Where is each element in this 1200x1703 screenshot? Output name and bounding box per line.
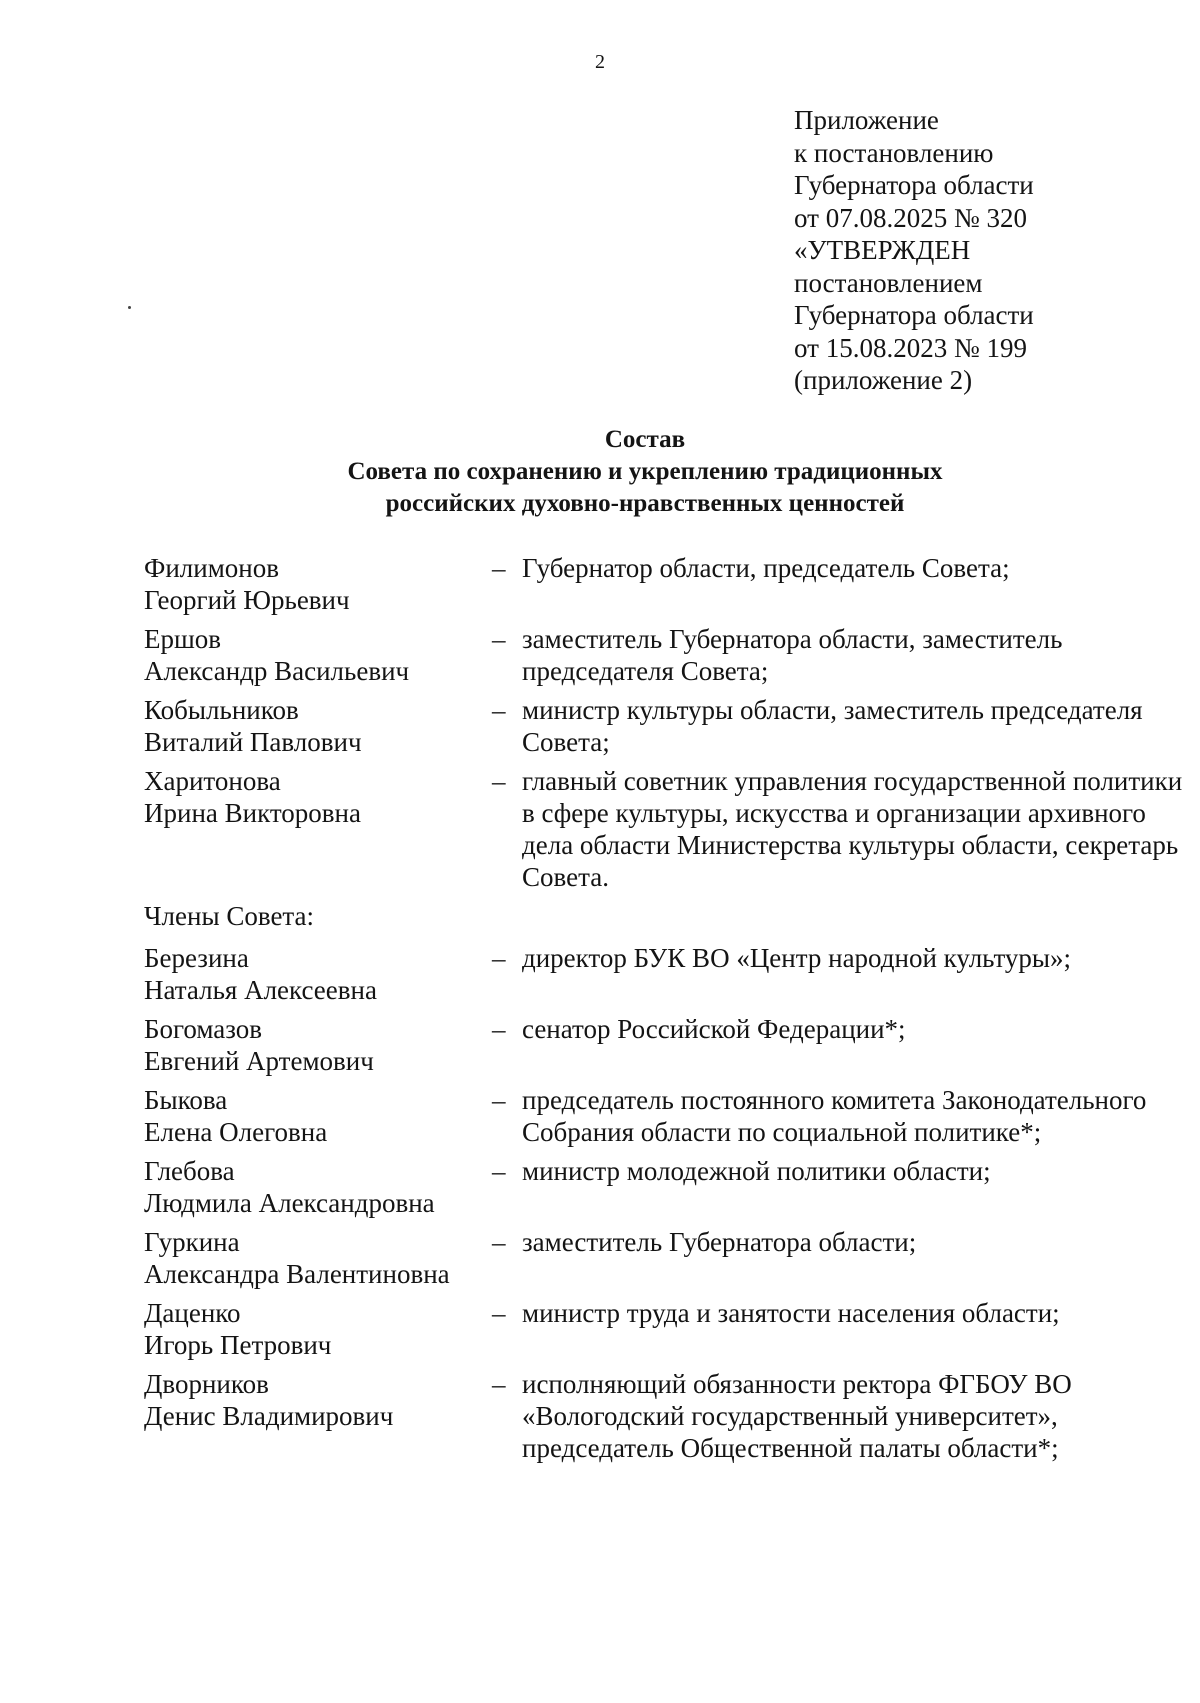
dash: – [492,1014,506,1044]
roster-row [144,1155,1184,1219]
position: министр труда и занятости населения области; [522,1298,1060,1328]
person-name [144,694,492,758]
page-number: 2 [595,51,605,73]
roster-row [144,1084,1184,1148]
appendix-line: «УТВЕРЖДЕН [794,235,971,265]
dash: – [492,1227,506,1257]
dash: – [492,943,506,973]
surname: Харитонова [144,766,281,796]
roster-row [144,765,1184,893]
dash: – [492,553,506,583]
surname: Ершов [144,624,222,654]
dash: – [492,1298,506,1328]
appendix-line: Губернатора области [794,170,1034,200]
position: министр культуры области, заместитель председателя Совета; [522,695,1143,757]
person-name [144,552,492,616]
given-name: Денис Владимирович [144,1401,394,1431]
dash: – [492,624,506,654]
scan-speck [128,306,131,309]
person-name [144,1297,492,1361]
position: исполняющий обязанности ректора ФГБОУ ВО «Вологодский государственный университет», председатель Общественной палаты области*; [522,1369,1072,1463]
person-name [144,942,492,1006]
person-name [144,1226,492,1290]
given-name: Игорь Петрович [144,1330,332,1360]
given-name: Евгений Артемович [144,1046,374,1076]
position: заместитель Губернатора области; [522,1227,917,1257]
document-title [0,424,1200,520]
surname: Богомазов [144,1014,263,1044]
roster-row [144,552,1184,616]
appendix-line: от 07.08.2025 № 320 [794,202,1027,233]
given-name: Ирина Викторовна [144,798,361,828]
roster-row [144,1368,1184,1464]
roster-row [144,623,1184,687]
person-name [144,765,492,893]
given-name: Виталий Павлович [144,727,362,757]
title-line: российских духовно-нравственных ценностей [385,490,905,517]
surname: Дворников [144,1369,269,1399]
appendix-line: к постановлению [794,137,994,168]
person-name [144,1155,492,1219]
roster-row [144,1013,1184,1077]
title-line: Совета по сохранению и укреплению традиционных [347,458,943,485]
roster-row [144,694,1184,758]
person-name [144,1368,492,1464]
appendix-line: Губернатора области [794,300,1034,330]
person-name [144,1013,492,1077]
surname: Глебова [144,1156,235,1186]
roster-row [144,1297,1184,1361]
roster-row [144,942,1184,1006]
dash: – [492,1085,506,1115]
roster-row [144,1226,1184,1290]
given-name: Георгий Юрьевич [144,585,350,615]
council-roster [144,552,1184,1471]
surname: Гуркина [144,1227,240,1257]
surname: Березина [144,943,249,973]
position: главный советник управления государственной политики в сфере культуры, искусства и организации архивного дела области Министерства культуры области, секретарь Совета. [522,766,1183,892]
dash: – [492,695,506,725]
position: директор БУК ВО «Центр народной культуры»; [522,943,1072,973]
position: сенатор Российской Федерации*; [522,1014,906,1044]
position: министр молодежной политики области; [522,1156,991,1186]
given-name: Людмила Александровна [144,1188,435,1218]
appendix-line: от 15.08.2023 № 199 [794,332,1027,363]
given-name: Александр Васильевич [144,656,410,686]
title-line: Состав [604,426,686,453]
position: Губернатор области, председатель Совета; [522,553,1010,583]
dash: – [492,1156,506,1186]
person-name [144,1084,492,1148]
person-name [144,623,492,687]
surname: Даценко [144,1298,241,1328]
appendix-line: постановлением [794,267,983,298]
members-heading: Члены Совета: [144,901,315,931]
position: заместитель Губернатора области, заместитель председателя Совета; [522,624,1063,686]
given-name: Елена Олеговна [144,1117,328,1147]
appendix-approval-block [794,104,1174,397]
appendix-line: Приложение [794,105,939,135]
dash: – [492,1369,506,1399]
surname: Быкова [144,1085,228,1115]
given-name: Александра Валентиновна [144,1259,450,1289]
surname: Филимонов [144,553,279,583]
position: председатель постоянного комитета Законодательного Собрания области по социальной политике*; [522,1085,1147,1147]
given-name: Наталья Алексеевна [144,975,377,1005]
appendix-line: (приложение 2) [794,365,973,395]
surname: Кобыльников [144,695,299,725]
dash: – [492,766,506,796]
